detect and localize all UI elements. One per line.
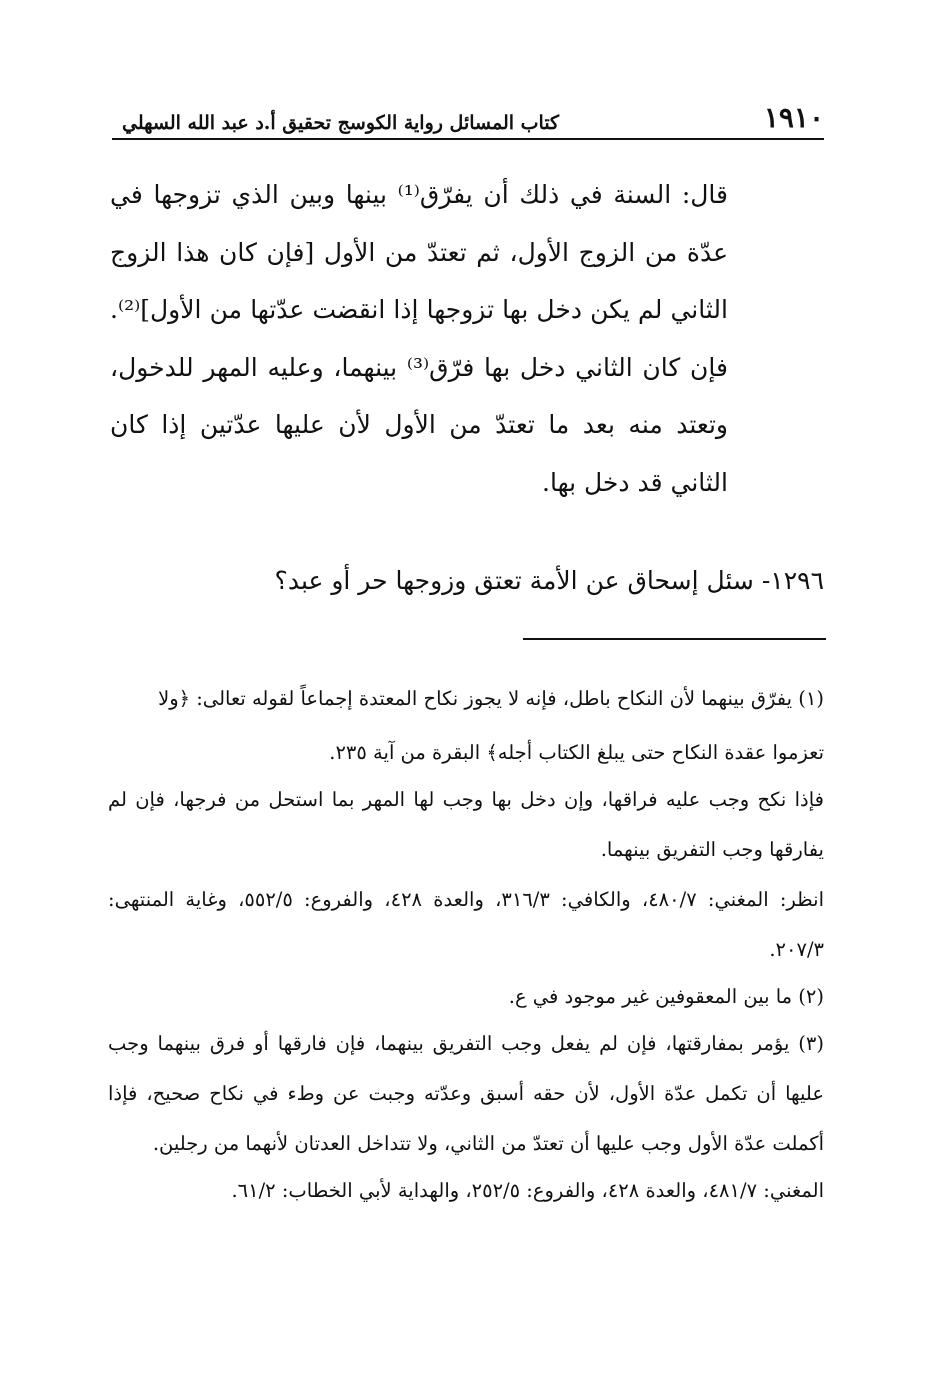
footnotes — [108, 668, 824, 1213]
page-header — [112, 94, 824, 134]
question-item: ١٢٩٦- سئل إسحاق عن الأمة تعتق وزوجها حر أو عبد؟ — [274, 566, 824, 595]
page-number: ١٩١٠ — [763, 101, 824, 134]
footnote-3-references: المغني: ٤٨١/٧، والعدة ٤٢٨، والفروع: ٢٥٢/٥، والهداية لأبي الخطاب: ٦١/٢. — [231, 1179, 824, 1202]
footnote-2: (٢) ما بين المعقوفين غير موجود في ع. — [508, 985, 824, 1008]
footnote-1-references: انظر: المغني: ٤٨٠/٧، والكافي: ٣١٦/٣، والعدة ٤٢٨، والفروع: ٥٥٢/٥، وغاية المنتهى: ٢٠٧/٣. — [108, 888, 825, 961]
footnote-3: (٣) يؤمر بمفارقتها، فإن لم يفعل وجب التفريق بينهما، فإن فارقها أو فرق بينهما وجب عليها أن تكمل عدّة الأول، لأن حقه أسبق وعدّته وجبت عن وطء في نكاح صحيح، فإذا أكملت عدّة الأول وجب عليها أن تعتدّ من الثاني، ولا تتداخل العدتان لأنهما من رجلين. — [108, 1032, 824, 1155]
body-paragraph: قال: السنة في ذلك أن يفرّق⁽¹⁾ بينها وبين الذي تزوجها في عدّة من الزوج الأول، ثم تعتدّ من الأول [فإن كان هذا الزوج الثاني لم يكن دخل بها تزوجها إذا انقضت عدّتها من الأول]⁽²⁾. فإن كان الثاني دخل بها فرّق⁽³⁾ بينهما، وعليه المهر للدخول، وتعتد منه بعد ما تعتدّ من الأول لأن عليها عدّتين إذا كان الثاني قد دخل بها. — [110, 180, 728, 497]
header-rule — [112, 138, 824, 140]
footnote-separator — [523, 638, 826, 640]
main-text — [110, 166, 728, 511]
footnote-1-line-2: تعزموا عقدة النكاح حتى يبلغ الكتاب أجله﴾ البقرة من آية ٢٣٥. — [329, 741, 824, 764]
running-title: كتاب المسائل رواية الكوسج تحقيق أ.د عبد الله السهلي — [122, 112, 560, 134]
footnote-1-paragraph-2: فإذا نكح وجب عليه فراقها، وإن دخل بها وجب لها المهر بما استحل من فرجها، فإن لم يفارقها وجب التفريق بينهما. — [108, 788, 824, 861]
footnote-1-line-1: (١) يفرّق بينهما لأن النكاح باطل، فإنه لا يجوز نكاح المعتدة إجماعاً لقوله تعالى: ﴿ولا — [158, 687, 824, 710]
